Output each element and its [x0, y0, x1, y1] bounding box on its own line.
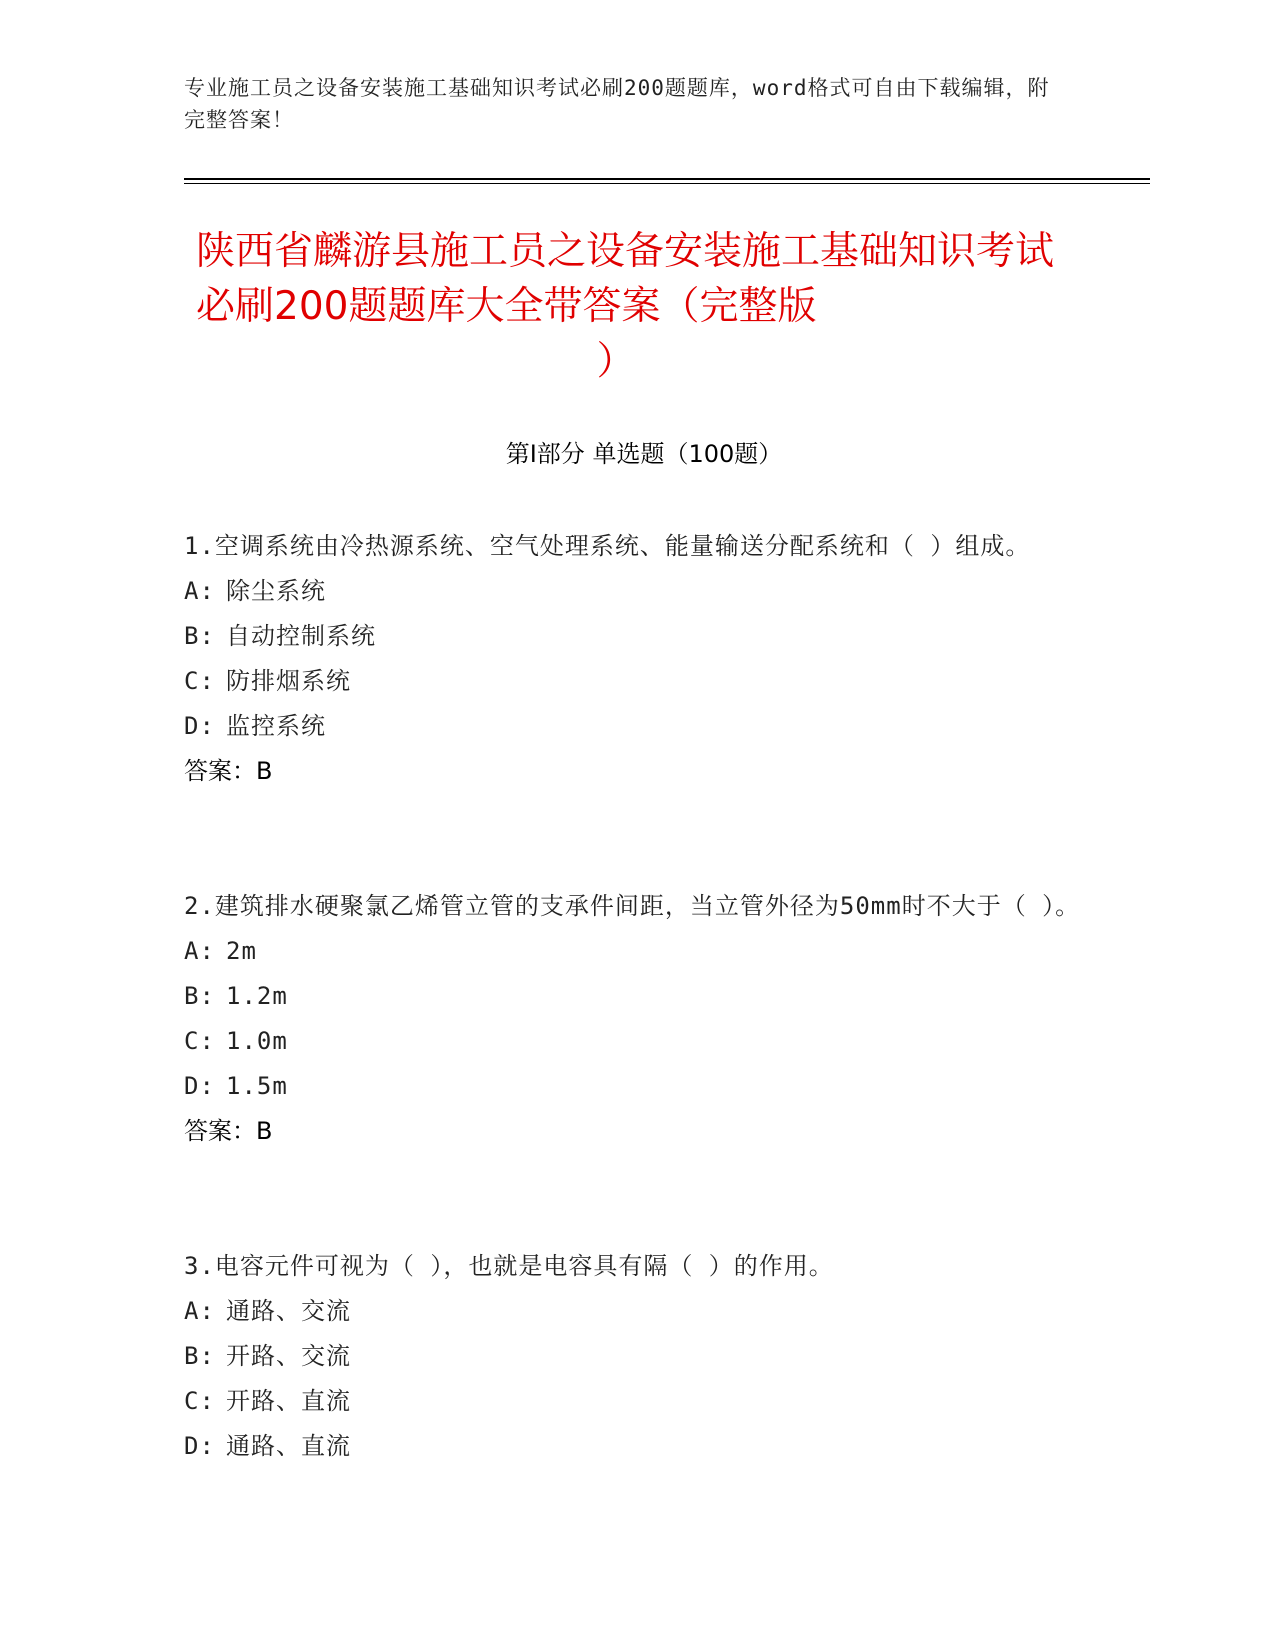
option-text: 自动控制系统 [226, 622, 376, 650]
document-title-closing: ） [596, 339, 636, 384]
question-stem: 3.电容元件可视为（ ），也就是电容具有隔（ ）的作用。 [184, 1252, 834, 1280]
header-note: 专业施工员之设备安装施工基础知识考试必刷200题题库，word格式可自由下载编辑，附完整答案！ [184, 76, 1050, 132]
option-key: B: [184, 622, 215, 650]
option-text: 防排烟系统 [226, 667, 351, 695]
option-text: 通路、交流 [226, 1297, 351, 1325]
option-text: 通路、直流 [226, 1432, 351, 1460]
header-divider-thin [184, 183, 1150, 184]
option-text: 1.2m [226, 982, 288, 1010]
option-c [184, 1379, 1084, 1424]
question-1 [184, 524, 1084, 794]
option-b [184, 614, 1084, 659]
question-3 [184, 1244, 1084, 1469]
answer-line: 答案：B [184, 757, 273, 785]
option-key: A: [184, 577, 215, 605]
document-title-main: 陕西省麟游县施工员之设备安装施工基础知识考试必刷200题题库大全带答案（完整版 [196, 229, 1055, 329]
document-title [196, 224, 1076, 389]
option-key: A: [184, 937, 215, 965]
question-stem: 1.空调系统由冷热源系统、空气处理系统、能量输送分配系统和（ ）组成。 [184, 532, 1031, 560]
option-c [184, 1019, 1084, 1064]
option-text: 监控系统 [226, 712, 326, 740]
option-key: D: [184, 1432, 215, 1460]
question-2 [184, 884, 1084, 1154]
option-key: B: [184, 982, 215, 1010]
header-divider-thick [184, 178, 1150, 180]
option-a [184, 929, 1084, 974]
option-c [184, 659, 1084, 704]
option-text: 除尘系统 [226, 577, 326, 605]
option-d [184, 1424, 1084, 1469]
option-b [184, 974, 1084, 1019]
option-text: 1.0m [226, 1027, 288, 1055]
section-title: 第Ⅰ部分 单选题（100题） [505, 440, 783, 468]
option-key: C: [184, 667, 215, 695]
option-text: 1.5m [226, 1072, 288, 1100]
option-key: D: [184, 1072, 215, 1100]
option-b [184, 1334, 1084, 1379]
option-key: D: [184, 712, 215, 740]
option-a [184, 1289, 1084, 1334]
option-d [184, 704, 1084, 749]
option-key: A: [184, 1297, 215, 1325]
option-text: 开路、直流 [226, 1387, 351, 1415]
option-d [184, 1064, 1084, 1109]
option-text: 2m [226, 937, 257, 965]
option-key: C: [184, 1387, 215, 1415]
option-key: C: [184, 1027, 215, 1055]
option-a [184, 569, 1084, 614]
option-text: 开路、交流 [226, 1342, 351, 1370]
question-stem: 2.建筑排水硬聚氯乙烯管立管的支承件间距，当立管外径为50mm时不大于（ ）。 [184, 892, 1081, 920]
option-key: B: [184, 1342, 215, 1370]
answer-line: 答案：B [184, 1117, 273, 1145]
